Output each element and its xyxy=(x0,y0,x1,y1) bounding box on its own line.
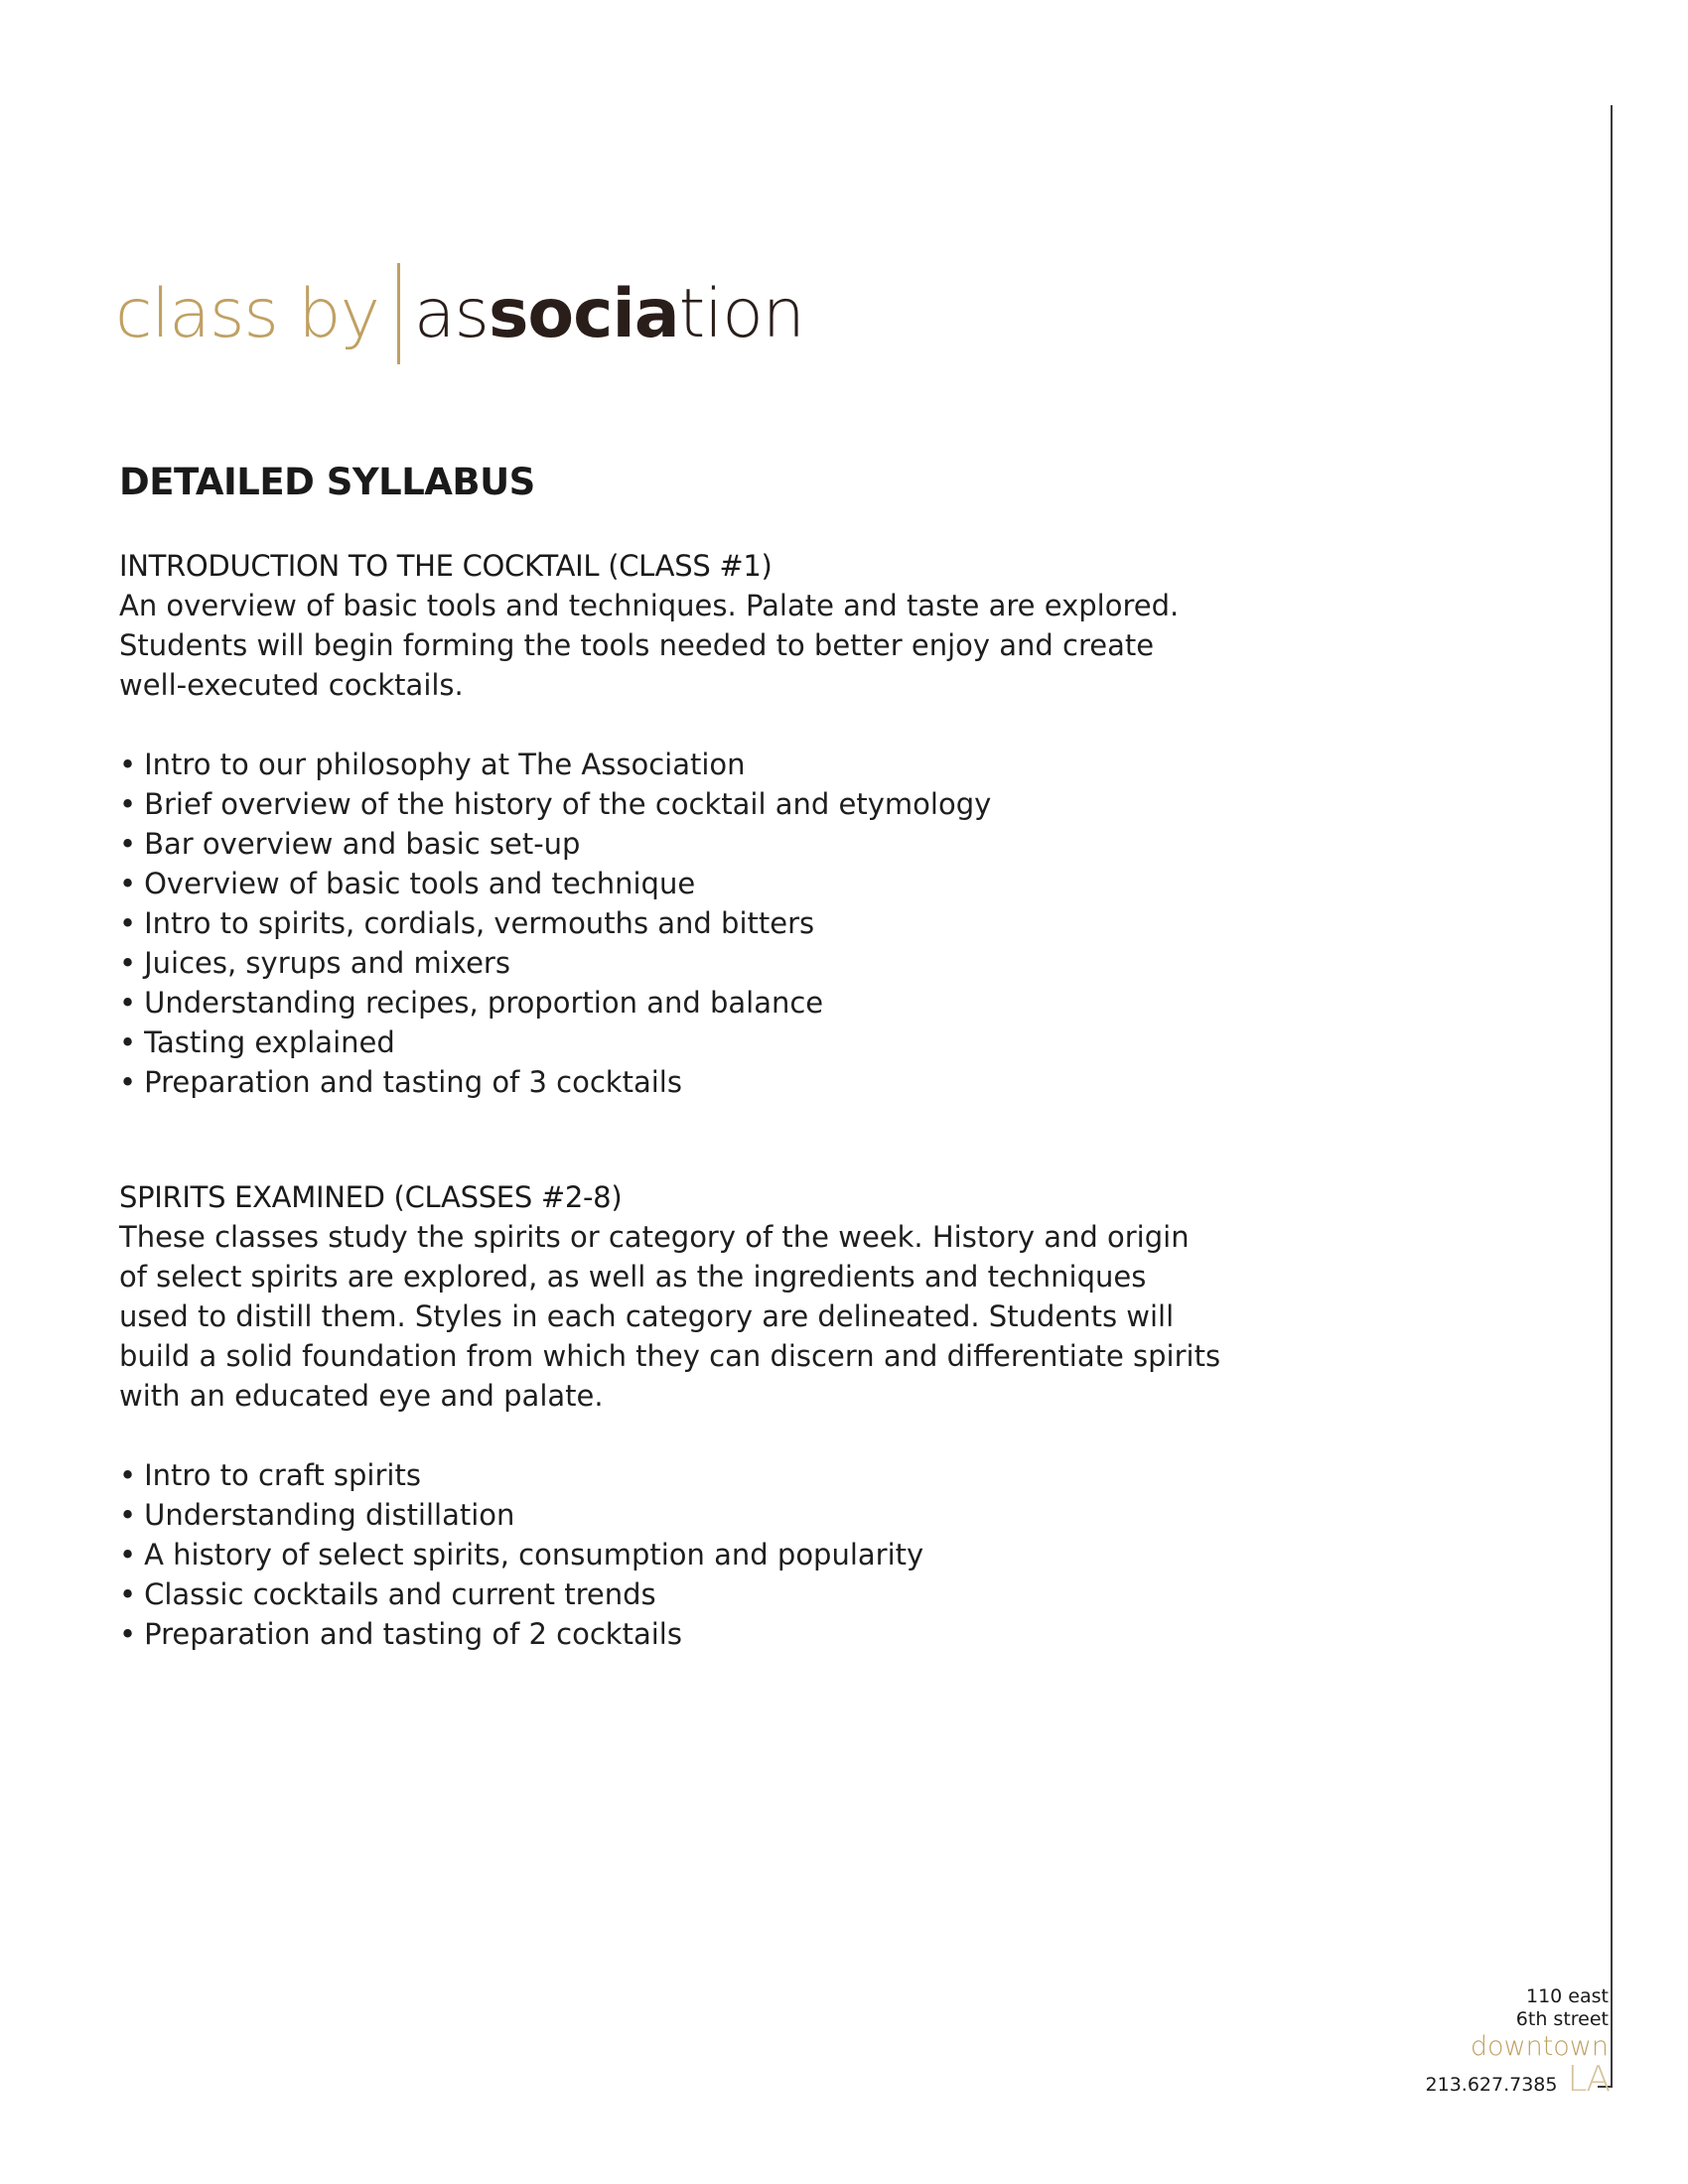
list-item: • Understanding distillation xyxy=(119,1495,1261,1535)
list-item: • Preparation and tasting of 2 cocktails xyxy=(119,1614,1261,1654)
paragraph-line: build a solid foundation from which they can discern and differentiate spirits xyxy=(119,1339,1221,1373)
list-item: • Juices, syrups and mixers xyxy=(119,943,1261,983)
address-bottom-row xyxy=(1425,2059,1609,2100)
address-phone: 213.627.7385 xyxy=(1425,2074,1558,2096)
paragraph-line: An overview of basic tools and techniques. Palate and taste are explored. xyxy=(119,589,1180,622)
paragraph-line: well-executed cocktails. xyxy=(119,668,464,702)
list-item: • Understanding recipes, proportion and balance xyxy=(119,983,1261,1023)
page-title: DETAILED SYLLABUS xyxy=(119,461,535,503)
address-street-number: 110 east xyxy=(1526,1985,1609,2007)
paragraph-line: of select spirits are explored, as well as the ingredients and techniques xyxy=(119,1260,1147,1294)
paragraph-line: These classes study the spirits or category of the week. History and origin xyxy=(119,1220,1190,1254)
list-item: • Intro to craft spirits xyxy=(119,1455,1261,1495)
section-intro-heading: INTRODUCTION TO THE COCKTAIL (CLASS #1) xyxy=(119,549,773,583)
brand-logo xyxy=(115,254,804,373)
logo-divider xyxy=(397,263,400,364)
paragraph-line: Students will begin forming the tools needed to better enjoy and create xyxy=(119,628,1155,662)
paragraph-line: used to distill them. Styles in each category are delineated. Students will xyxy=(119,1299,1175,1333)
list-item: • A history of select spirits, consumption and popularity xyxy=(119,1535,1261,1574)
section-spirits-paragraph xyxy=(119,1217,1261,1416)
paragraph-line: with an educated eye and palate. xyxy=(119,1379,604,1413)
list-item: • Bar overview and basic set-up xyxy=(119,824,1261,864)
right-margin-rule xyxy=(1611,105,1613,2088)
section-spirits xyxy=(119,1177,1261,1416)
list-item: • Tasting explained xyxy=(119,1023,1261,1062)
section-intro xyxy=(119,546,1261,705)
section-spirits-heading: SPIRITS EXAMINED (CLASSES #2-8) xyxy=(119,1180,623,1214)
list-item: • Preparation and tasting of 3 cocktails xyxy=(119,1062,1261,1102)
section-intro-bullets xyxy=(119,745,1261,1102)
section-spirits-bullets xyxy=(119,1455,1261,1654)
logo-left-text: class by xyxy=(115,274,379,353)
list-item: • Intro to spirits, cordials, vermouths and bitters xyxy=(119,903,1261,943)
list-item: • Brief overview of the history of the cocktail and etymology xyxy=(119,784,1261,824)
logo-right-text xyxy=(414,275,804,353)
list-item: • Intro to our philosophy at The Association xyxy=(119,745,1261,784)
logo-part-2: socia xyxy=(488,274,679,353)
list-item: • Overview of basic tools and technique xyxy=(119,864,1261,903)
logo-part-1: as xyxy=(413,274,489,353)
address-region: LA xyxy=(1567,2059,1609,2100)
address-city: downtown xyxy=(1470,2031,1609,2062)
address-street-name: 6th street xyxy=(1515,2008,1609,2030)
venue-address xyxy=(1425,1985,1609,2100)
list-item: • Classic cocktails and current trends xyxy=(119,1574,1261,1614)
logo-part-3: tion xyxy=(678,274,804,353)
section-intro-paragraph xyxy=(119,586,1261,705)
